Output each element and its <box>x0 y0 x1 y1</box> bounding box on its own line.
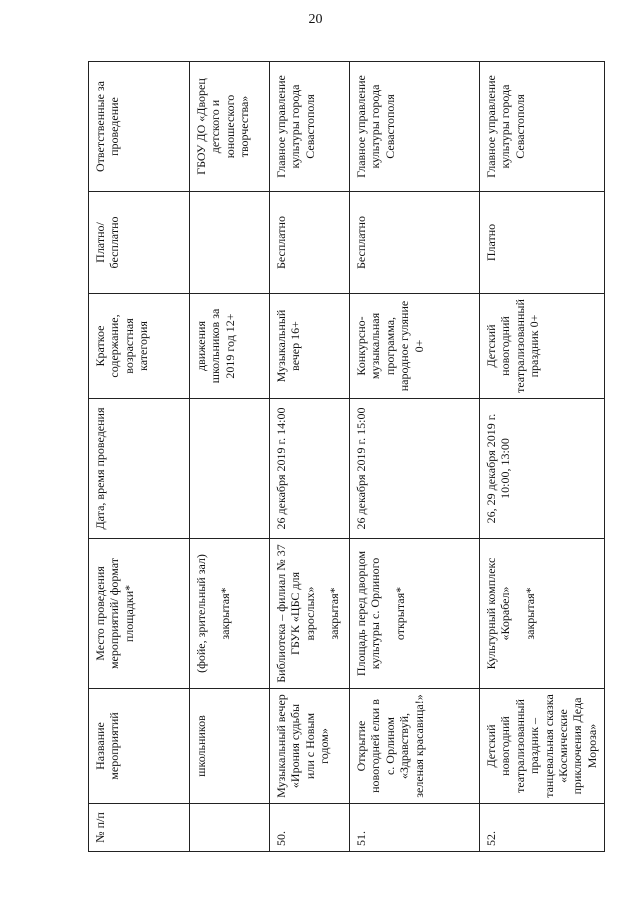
row-place <box>350 539 480 689</box>
row-num: 52. <box>480 804 605 852</box>
row-place <box>480 539 605 689</box>
rotated-table-container <box>88 62 599 852</box>
row-name: Детский новогодний театрализованный праздник – танцевальная сказка «Космические приключения Деда Мороза» <box>480 689 605 804</box>
row-paid: Бесплатно <box>350 192 480 294</box>
row-responsible: ГБОУ ДО «Дворец детского и юношеского творчества» <box>190 62 270 192</box>
row-place-text: Библиотека – филиал № 37 ГБУК «ЦБС для взрослых» <box>274 544 317 683</box>
row-name: школьников <box>190 689 270 804</box>
row-date: 26 декабря 2019 г. 14:00 <box>270 399 350 539</box>
row-name: Музыкальный вечер «Ирония судьбы или с Новым годом» <box>270 689 350 804</box>
row-place-text: Культурный комплекс «Корабел» <box>484 557 513 670</box>
row-num: 51. <box>350 804 480 852</box>
table-row <box>270 62 350 852</box>
row-content: Детский новогодний театрализованный праздник 0+ <box>480 294 605 399</box>
row-place-format: закрытая* <box>327 587 342 640</box>
row-place-format: открытая* <box>392 586 407 641</box>
page-number: 20 <box>308 12 323 27</box>
row-place <box>270 539 350 689</box>
row-content: Конкурсно-музыкальная программа, народное гуляние 0+ <box>350 294 480 399</box>
header-place: Место проведения мероприятий/ формат площадки* <box>89 539 190 689</box>
table-row <box>350 62 480 852</box>
row-responsible: Главное управление культуры города Севастополя <box>270 62 350 192</box>
row-responsible: Главное управление культуры города Севастополя <box>350 62 480 192</box>
row-paid: Бесплатно <box>270 192 350 294</box>
header-paid: Платно/ бесплатно <box>89 192 190 294</box>
row-num <box>190 804 270 852</box>
row-place-format: закрытая* <box>522 587 537 640</box>
row-responsible: Главное управление культуры города Севастополя <box>480 62 605 192</box>
header-name: Название мероприятий <box>89 689 190 804</box>
row-paid <box>190 192 270 294</box>
row-paid: Платно <box>480 192 605 294</box>
row-place-format: закрытая* <box>218 587 233 640</box>
row-place-text: Площадь перед дворцом культуры с. Орлиного <box>354 550 383 677</box>
table-row <box>190 62 270 852</box>
row-num: 50. <box>270 804 350 852</box>
row-name: Открытие новогодней елки в с. Орлином «Здравствуй, зеленая красавица!» <box>350 689 480 804</box>
row-place <box>190 539 270 689</box>
table-row <box>480 62 605 852</box>
table-header-row <box>89 62 190 852</box>
header-responsible: Ответственные за проведение <box>89 62 190 192</box>
row-date: 26, 29 декабря 2019 г. 10:00, 13:00 <box>480 399 605 539</box>
events-table <box>88 61 605 852</box>
row-date <box>190 399 270 539</box>
header-num: № п/п <box>89 804 190 852</box>
row-date: 26 декабря 2019 г. 15:00 <box>350 399 480 539</box>
header-content: Краткое содержание, возрастная категория <box>89 294 190 399</box>
header-date: Дата, время проведения <box>89 399 190 539</box>
row-content: Музыкальный вечер 16+ <box>270 294 350 399</box>
row-place-text: (фойе, зрительный зал) <box>194 554 208 673</box>
row-content: движения школьников за 2019 год 12+ <box>190 294 270 399</box>
